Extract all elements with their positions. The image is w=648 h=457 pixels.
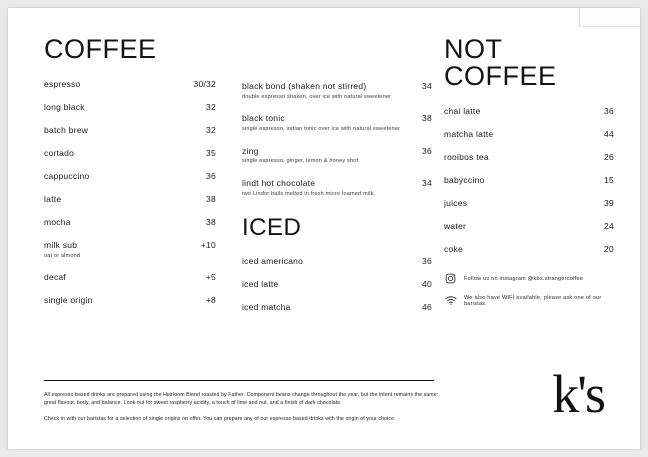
item-price: 34 [422,81,432,91]
item-name: espresso [44,79,81,89]
menu-item-block [242,113,432,132]
wifi-row [444,294,614,307]
menu-item [242,178,432,188]
menu-item [44,79,216,89]
coffee-heading: COFFEE [44,34,157,64]
item-price: 44 [604,129,614,139]
menu-page [8,8,640,449]
menu-item [242,256,432,266]
menu-item [444,244,614,254]
instagram-icon [444,272,457,285]
instagram-row[interactable] [444,272,614,285]
menu-item [444,106,614,116]
menu-item-block [242,146,432,165]
item-price: 38 [422,113,432,124]
menu-item [44,171,216,181]
item-description: double espresso shaken, over ice with natural sweetener [242,93,392,100]
column-coffee [44,36,216,318]
column-specials [242,36,432,325]
menu-item [242,279,432,289]
menu-item [444,198,614,208]
item-name: zing [242,145,259,156]
item-name: iced americano [242,255,304,266]
footnote-single-origin: Check in with our baristas for a selection of single origins on offer. You can prepare any of our espresso based drinks with the origin of your choice. [44,416,396,423]
page-corner-artifact [579,8,640,27]
item-price: +5 [205,272,216,283]
item-name: cortado [44,148,75,158]
menu-item [44,194,216,204]
menu-item-block [44,240,216,259]
menu-body [44,34,614,426]
item-name: juices [444,198,468,208]
item-name: decaf [44,272,67,283]
footnote-blend: All espresso based drinks are prepared using the Heirloom Blend roasted by Father. Component beans change throughout the year, but the intent remains the same: great flavour, body, and balance. Look out for sweet raspberry acidity, a touch of lime and nut, and a finish of dark chocolate. [44,392,439,407]
item-description: single espresso, indian tonic over ice with natural sweetener [242,125,401,132]
item-price: 34 [422,178,432,189]
item-price: 30/32 [193,79,216,89]
item-name: iced matcha [242,301,291,312]
menu-item [242,113,432,123]
wifi-icon [444,294,457,307]
wifi-text: We also have WIFI available, please ask one of our baristas. [464,294,602,307]
item-price: +10 [200,240,216,250]
menu-item [44,125,216,135]
item-price: 15 [604,175,614,185]
item-name: lindt hot chocolate [242,178,316,189]
menu-item [444,221,614,231]
item-description: two Lindor balls melted in fresh micro foamed milk. [242,190,376,197]
menu-item [444,129,614,139]
item-name: matcha latte [444,129,494,139]
item-price: 35 [206,148,216,158]
item-name: rooibos tea [444,152,489,162]
item-name: cappuccino [44,171,90,181]
item-price: 24 [604,221,614,231]
item-description: oat or almond [44,252,81,259]
item-price: 32 [206,102,216,112]
specials-spacer [242,36,432,81]
item-name: water [444,221,467,231]
item-name: babyccino [444,175,485,185]
menu-item [44,102,216,112]
menu-item [444,152,614,162]
footnotes [44,386,442,431]
column-not-coffee [444,36,614,316]
item-name: mocha [44,217,71,227]
item-price: 36 [422,255,432,266]
menu-item [44,240,216,250]
menu-item [44,148,216,158]
item-name: coke [444,244,463,254]
brand-logo-text: k's [552,364,604,424]
item-price: 36 [604,106,614,116]
item-name: latte [44,194,62,204]
menu-item [44,295,216,305]
item-description: single espresso, ginger, lemon & honey shot [242,158,359,165]
item-name: milk sub [44,240,78,250]
item-price: 32 [206,125,216,135]
item-name: batch brew [44,125,89,135]
iced-heading: ICED [242,213,302,241]
item-name: single origin [44,295,93,306]
item-name: chai latte [444,106,481,116]
brand-logo [534,364,604,433]
menu-item [242,81,432,91]
item-price: 26 [604,152,614,162]
item-price: 46 [422,301,432,312]
not-coffee-heading: NOT COFFEE [444,34,557,91]
item-price: 20 [604,244,614,254]
footer-divider [44,380,434,381]
menu-item [44,272,216,282]
menu-item [44,217,216,227]
item-price: 40 [422,278,432,289]
menu-item [444,175,614,185]
item-price: 38 [206,217,216,227]
menu-item [242,302,432,312]
item-name: long black [44,102,85,112]
item-price: 36 [422,145,432,156]
item-price: 36 [206,171,216,181]
instagram-text: Follow us on instagram @kbs.strangercoffee [464,275,584,282]
social-block [444,272,614,307]
item-name: iced latte [242,278,279,289]
menu-item-block [242,178,432,197]
item-price: 38 [206,194,216,204]
menu-item-block [242,81,432,100]
item-name: black tonic [242,113,285,124]
menu-item [242,146,432,156]
item-price: 39 [604,198,614,208]
item-name: black bond (shaken not stirred) [242,81,367,91]
item-price: +8 [205,295,216,306]
